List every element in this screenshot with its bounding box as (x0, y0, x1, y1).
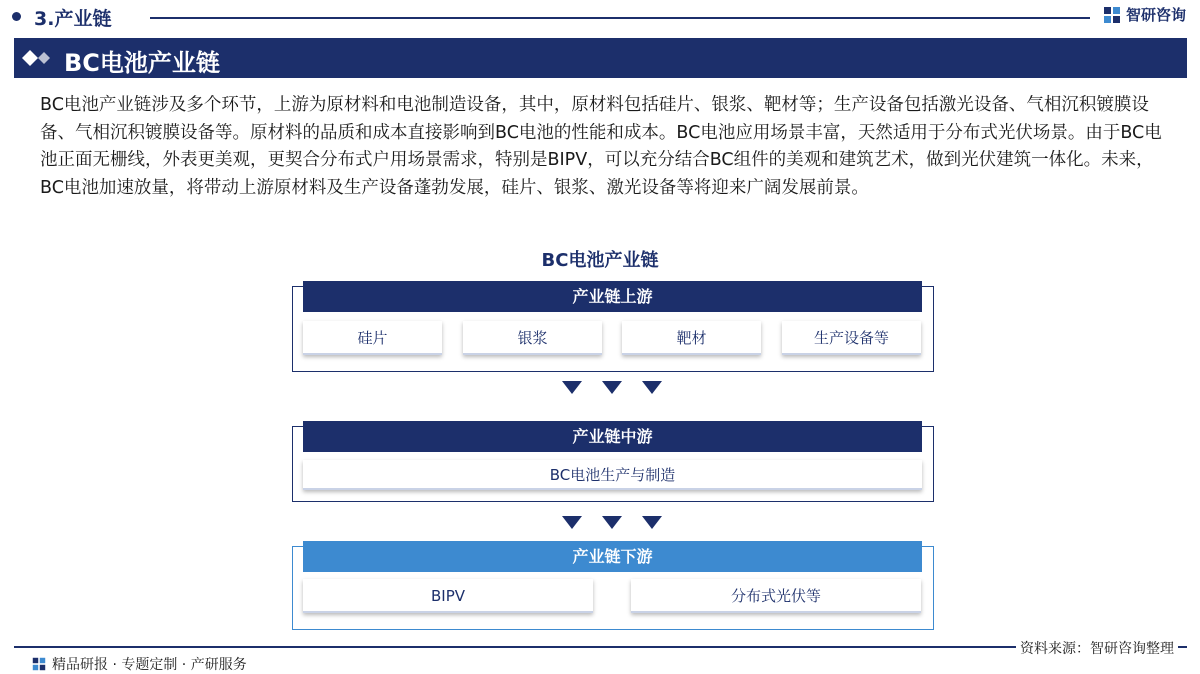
brand-name: 智研咨询 (1125, 6, 1186, 24)
down-arrow-icon (642, 516, 662, 529)
diamond-bullet-icon (22, 50, 56, 66)
header-rule (150, 17, 1090, 19)
source-note: 资料来源：智研咨询整理 (1016, 638, 1178, 658)
midstream-group (292, 426, 934, 502)
top-header (0, 0, 1200, 34)
brand-logo-icon (1103, 6, 1121, 24)
down-arrow-icon (562, 381, 582, 394)
diagram-title: BC电池产业链 (541, 250, 659, 271)
arrow-row-1 (0, 381, 1200, 399)
upstream-item: 银浆 (463, 321, 602, 355)
arrow-row-2 (0, 516, 1200, 534)
down-arrow-icon (642, 381, 662, 394)
downstream-item: BIPV (303, 579, 593, 613)
upstream-item: 硅片 (303, 321, 442, 355)
footer-rule (14, 646, 1187, 648)
downstream-group (292, 546, 934, 630)
page-title: BC电池产业链 (64, 49, 220, 77)
midstream-item: BC电池生产与制造 (303, 460, 922, 490)
down-arrow-icon (602, 381, 622, 394)
brand-logo-icon (32, 657, 46, 671)
tagline-text: 精品研报 · 专题定制 · 产研服务 (52, 657, 247, 673)
down-arrow-icon (562, 516, 582, 529)
section-heading: 3.产业链 (34, 8, 112, 30)
title-band (14, 38, 1187, 78)
description-paragraph: BC电池产业链涉及多个环节，上游为原材料和电池制造设备，其中，原材料包括硅片、银浆、靶材等；生产设备包括激光设备、气相沉积镀膜设备、气相沉积镀膜设备等。原材料的品质和成本直接影响到BC电池的性能和成本。BC电池应用场景丰富，天然适用于分布式光伏场景。由于BC电池正面无栅线，外表更美观，更契合分布式户用场景需求，特别是BIPV，可以充分结合BC组件的美观和建筑艺术，做到光伏建筑一体化。未来，BC电池加速放量，将带动上游原材料及生产设备蓬勃发展，硅片、银浆、激光设备等将迎来广阔发展前景。 (40, 95, 1162, 198)
upstream-item: 靶材 (622, 321, 761, 355)
upstream-header: 产业链上游 (303, 281, 922, 312)
upstream-item: 生产设备等 (782, 321, 921, 355)
brand (1103, 4, 1186, 25)
down-arrow-icon (602, 516, 622, 529)
midstream-header: 产业链中游 (303, 421, 922, 452)
upstream-group (292, 286, 934, 372)
bullet-dot-icon (12, 12, 21, 21)
downstream-header: 产业链下游 (303, 541, 922, 572)
footer-tagline (32, 654, 247, 674)
downstream-item: 分布式光伏等 (631, 579, 921, 613)
